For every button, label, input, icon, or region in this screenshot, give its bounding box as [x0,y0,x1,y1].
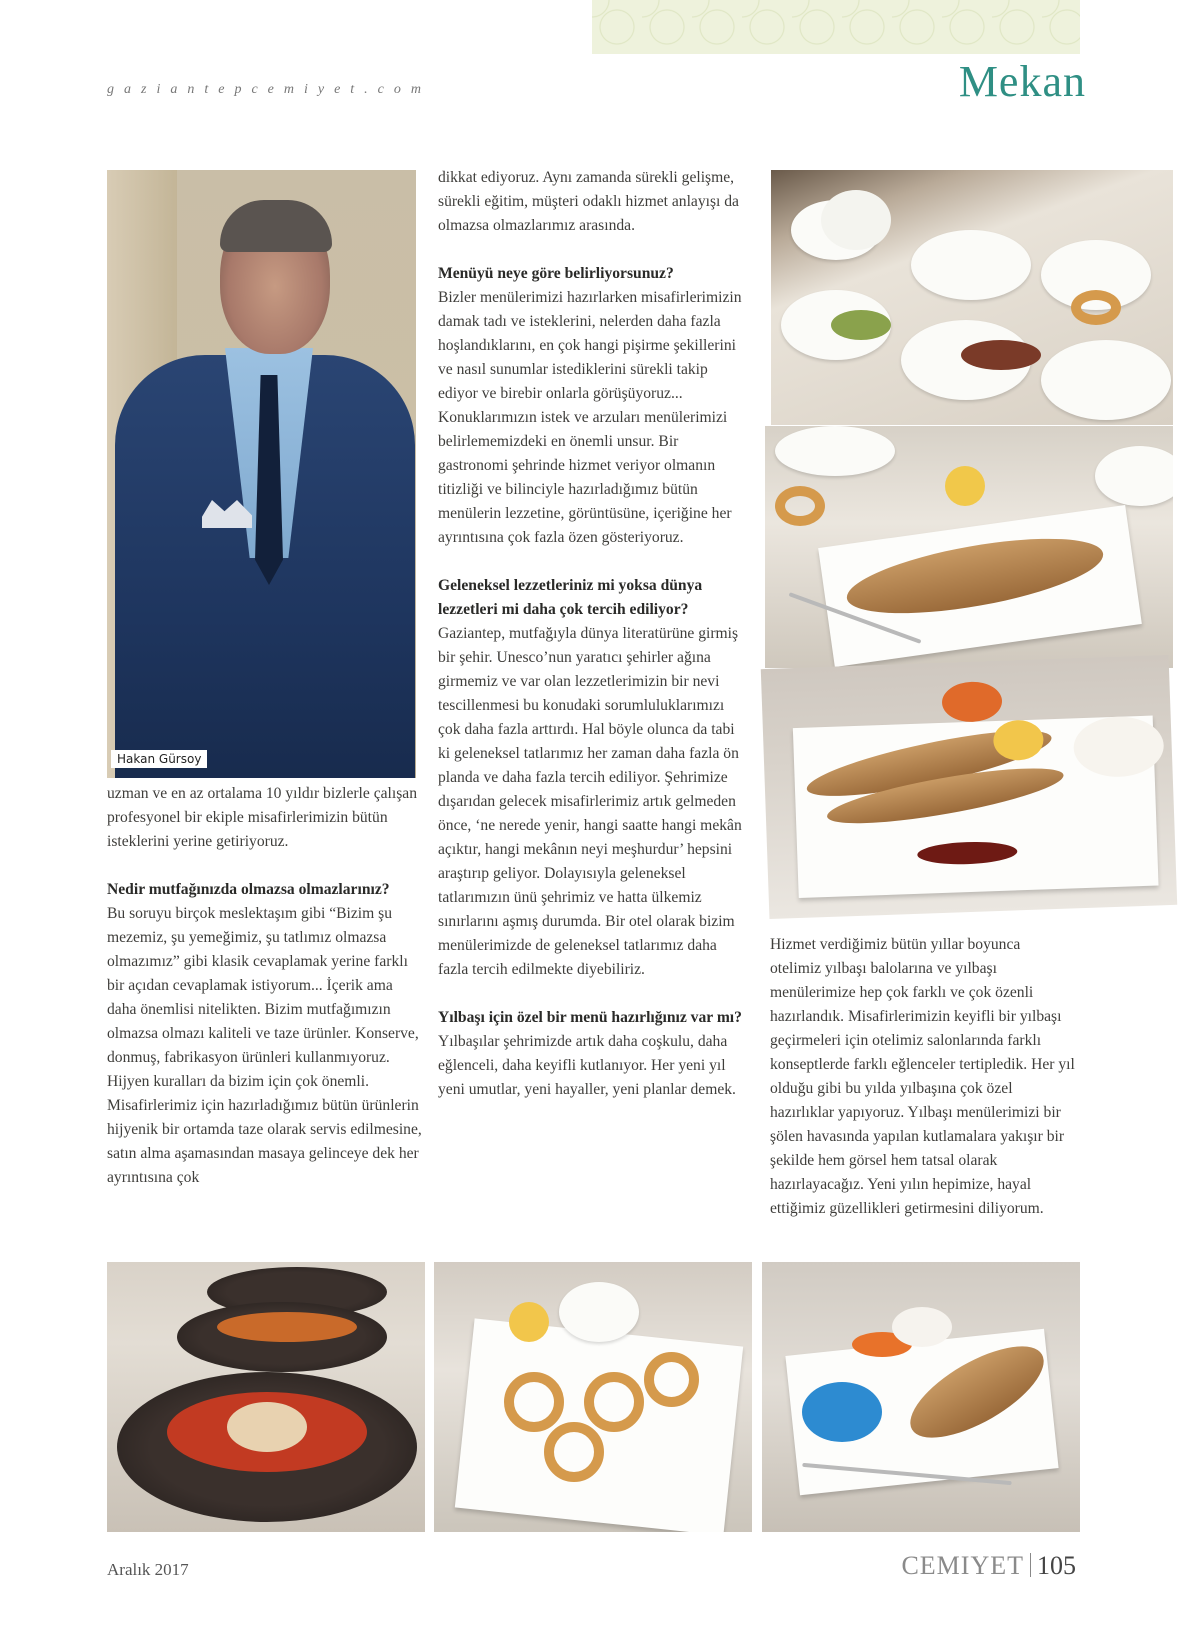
question-heading: Geleneksel lezzetleriniz mi yoksa dünya lezzetleri mi daha çok tercih ediliyor? [438,577,703,618]
magazine-name: CEMIYET [901,1551,1024,1580]
paragraph: Gaziantep, mutfağıyla dünya literatürüne girmiş bir şehir. Unesco’nun yaratıcı şehirler ağına girmemiz ve var olan lezzetlerimizin bir nevi tescillenmesi bu konudaki sorumluluklarımızı çok daha fazla arttırdı. Hal böyle olunca da tabi ki geleneksel tatlarımız her zaman daha fazla ön planda ve daha fazla tercih ediliyor. Şehrimize dışarıdan gelecek misafirlerimiz artık gelmeden önce, ‘ne nerede yenir, hangi saatte hangi mekân açıktır, hangi mekânın neyi meşhurdur’ hepsini araştırıp geliyor. Dolayısıyla geleneksel tatlarımızın ünü şehrimiz ve hatta ülkemiz sınırlarını aşmış durumda. Bir otel olarak bizim menülerimizde de geleneksel tatlarımız daha fazla tercih edilmekte diyebiliriz. [438,625,742,978]
paragraph: Hizmet verdiğimiz bütün yıllar boyunca otelimiz yılbaşı balolarına ve yılbaşı menülerimize hep çok farklı ve çok özenli hazırlandık. Misafirlerimizin keyifli bir yılbaşı geçirmeleri için otelimiz salonlarında farklı konseptlerde farklı eğlenceler tertipledik. Her yıl olduğu gibi bu yılda yılbaşına çok özel hazırlıklar yapıyoruz. Yılbaşı menülerimizi bir şölen havasında yapılan kutlamalara yakışır bir şekilde hem görsel hem tatsal olarak hazırlayacağız. Yeni yılın hepimize, hayal ettiğimiz güzellikleri getirmesini diliyorum. [770,936,1075,1217]
site-url: gaziantepcemiyet.com [107,82,432,97]
header-pattern [592,0,1080,54]
question-heading: Menüyü neye göre belirliyorsunuz? [438,265,674,282]
paragraph: uzman ve en az ortalama 10 yıldır bizlerle çalışan profesyonel bir ekiple misafirlerimizin bütün isteklerini yerine getiriyoruz. [107,785,418,850]
column-3 [770,933,1075,1221]
column-2 [438,166,750,1102]
column-1 [107,782,425,1190]
food-photo-table-spread [771,170,1173,425]
question-heading: Yılbaşı için özel bir menü hazırlığınız var mı? [438,1009,742,1026]
paragraph: dikkat ediyoruz. Aynı zamanda sürekli gelişme, sürekli eğitim, müşteri odaklı hizmet anlayışı da olmazsa olmazlarımız arasında. [438,169,739,234]
portrait-caption: Hakan Gürsoy [111,750,207,768]
issue-date: Aralık 2017 [107,1560,189,1579]
portrait-photo [107,170,416,778]
paragraph: Yılbaşılar şehrimizde artık daha coşkulu, daha eğlenceli, daha keyifli kutlanıyor. Her yeni yıl yeni umutlar, yeni hayaller, yeni planlar demek. [438,1033,736,1098]
section-title: Mekan [958,57,1086,106]
page-footer [901,1551,1076,1581]
footer-separator [1030,1553,1031,1577]
food-photo-clay-pans [107,1262,425,1532]
food-photo-grilled-fish [765,426,1173,668]
food-photo-fish-plate [762,1262,1080,1532]
question-heading: Nedir mutfağınızda olmazsa olmazlarınız? [107,881,390,898]
page-number: 105 [1037,1551,1076,1580]
paragraph: Bu soruyu birçok meslektaşım gibi “Bizim şu mezemiz, şu yemeğimiz, şu tatlımız olmazsa olmazımız” gibi klasik cevaplamak yerine farklı bir açıdan cevaplamak istiyorum... İçerik ama daha önemlisi nitelikten. Bizim mutfağımızın olmazsa olmazı kaliteli ve taze ürünler. Konserve, donmuş, fabrikasyon ürünleri kullanmıyoruz. Hijyen kuralları da bizim için çok önemli. Misafirlerimiz için hazırladığımız bütün ürünlerin hijyenik bir ortamda taze olarak servis edilmesine, satın alma aşamasından masaya gelinceye dek her ayrıntısına çok [107,905,422,1186]
food-photo-calamari [434,1262,752,1532]
paragraph: Bizler menülerimizi hazırlarken misafirlerimizin damak tadı ve isteklerini, nelerden daha fazla hoşlandıklarını, en çok hangi pişirme şekillerini ve nasıl sunumlar istediklerini sürekli takip ediyor ve birebir onlarla görüşüyoruz... Konuklarımızın istek ve arzuları menülerimizi belirlememizdeki en önemli unsur. Bir gastronomi şehrinde hizmet veriyor olmanın titizliği ve bilinciyle hazırladığımız bütün menülerin lezzetine, görüntüsüne, içeriğine her ayrıntısına çok fazla özen gösteriyoruz. [438,289,742,546]
food-photo-fried-fish [761,655,1177,919]
hair-shape [220,200,332,252]
